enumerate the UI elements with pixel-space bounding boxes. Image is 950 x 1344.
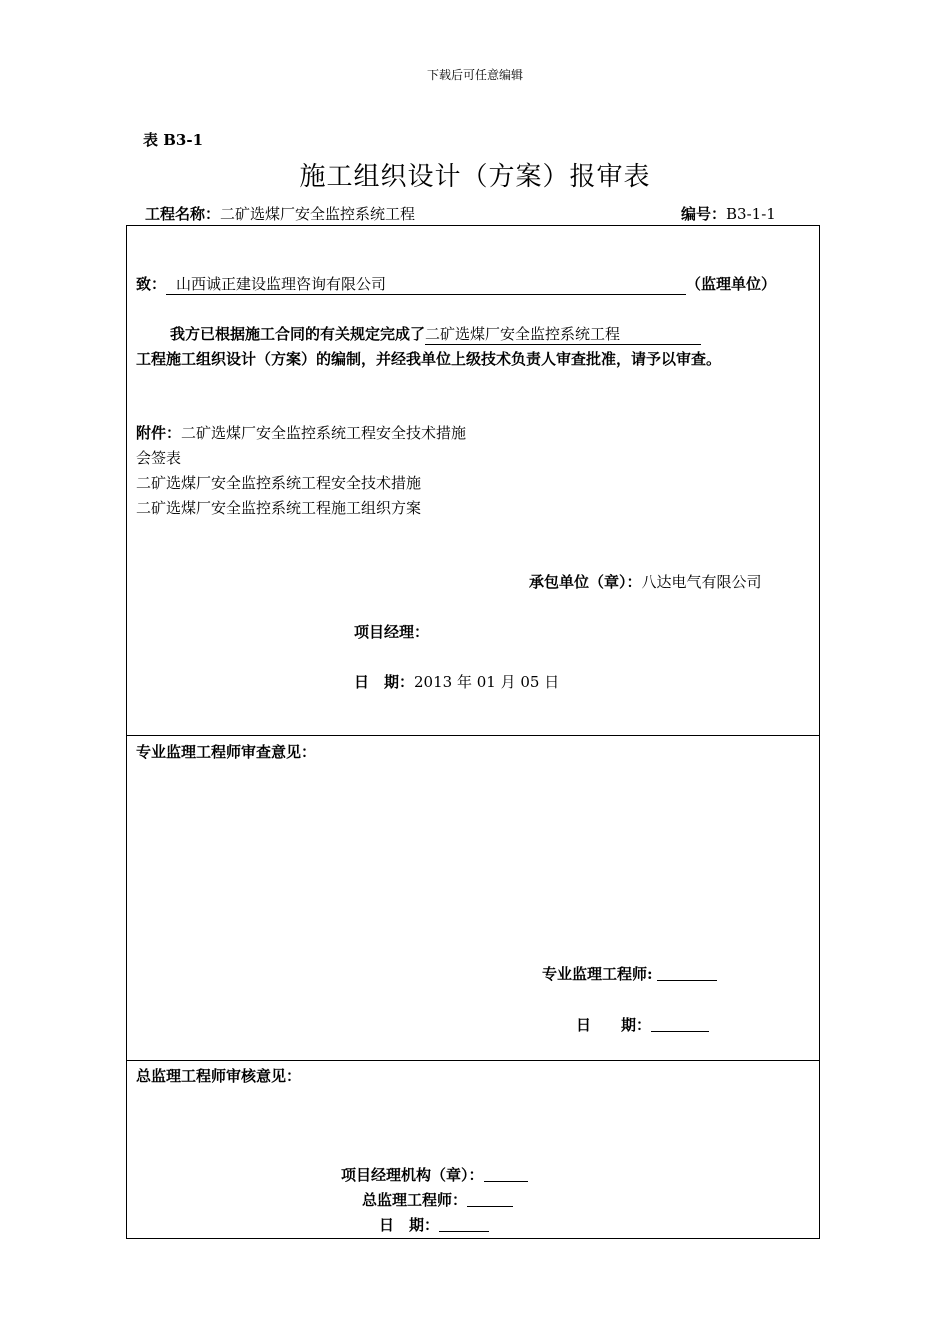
chief-date-blank	[439, 1216, 489, 1232]
submission-line-1	[170, 323, 701, 345]
attachment-label: 附件：	[136, 424, 182, 442]
contractor-value: 八达电气有限公司	[641, 573, 762, 591]
engineer-blank	[657, 965, 717, 981]
divider-2	[126, 1060, 820, 1061]
form-number-line	[681, 203, 776, 224]
project-name-line	[145, 203, 415, 224]
attachment-item: 二矿选煤厂安全监控系统工程施工组织方案	[136, 499, 422, 517]
org-seal-label: 项目经理机构（章）：	[341, 1166, 484, 1184]
attachment-item: 二矿选煤厂安全监控系统工程安全技术措施	[181, 424, 467, 442]
chief-date-line	[379, 1214, 489, 1235]
divider-1	[126, 735, 820, 736]
submission-date-line	[354, 671, 559, 692]
attachment-item: 二矿选煤厂安全监控系统工程安全技术措施	[136, 474, 422, 492]
form-code: 表 B3-1	[143, 131, 204, 149]
submission-line-2: 工程施工组织设计（方案）的编制，并经我单位上级技术负责人审查批准，请予以审查。	[136, 350, 722, 368]
attachment-line-1	[136, 422, 466, 443]
submission-date-label: 日 期：	[354, 673, 415, 691]
project-manager-label: 项目经理：	[354, 623, 430, 641]
engineer-date-blank	[651, 1016, 709, 1032]
form-table	[126, 225, 820, 1239]
submission-date-value: 2013 年 01 月 05 日	[414, 673, 560, 691]
engineer-signature-line	[542, 963, 717, 984]
chief-engineer-line	[362, 1189, 513, 1210]
addressee-line	[136, 273, 776, 295]
form-number-label: 编号：	[681, 205, 727, 223]
chief-review-heading: 总监理工程师审核意见：	[136, 1067, 302, 1085]
project-name-label: 工程名称：	[145, 205, 221, 223]
chief-engineer-label: 总监理工程师：	[362, 1191, 468, 1209]
chief-engineer-blank	[467, 1191, 513, 1207]
org-seal-line	[341, 1164, 528, 1185]
org-seal-blank	[484, 1166, 528, 1182]
engineer-date-line	[576, 1014, 709, 1035]
form-number-value: B3-1-1	[726, 205, 776, 223]
chief-date-label: 日 期：	[379, 1216, 440, 1234]
engineer-review-heading: 专业监理工程师审查意见：	[136, 743, 317, 761]
engineer-label: 专业监理工程师:	[542, 965, 653, 983]
engineer-date-label: 日 期：	[576, 1016, 652, 1034]
attachment-item: 会签表	[136, 449, 182, 467]
page-title: 施工组织设计（方案）报审表	[299, 162, 651, 192]
contractor-line	[529, 571, 762, 592]
contractor-label: 承包单位（章）：	[529, 573, 642, 591]
header-note: 下载后可任意编辑	[426, 68, 523, 82]
project-name-value: 二矿选煤厂安全监控系统工程	[220, 205, 416, 223]
addressee-label: 致：	[136, 275, 167, 293]
submission-project: 二矿选煤厂安全监控系统工程	[425, 323, 701, 345]
addressee-suffix: （监理单位）	[686, 275, 777, 293]
submission-prefix: 我方已根据施工合同的有关规定完成了	[170, 325, 426, 343]
addressee-value: 山西诚正建设监理咨询有限公司	[166, 273, 686, 295]
